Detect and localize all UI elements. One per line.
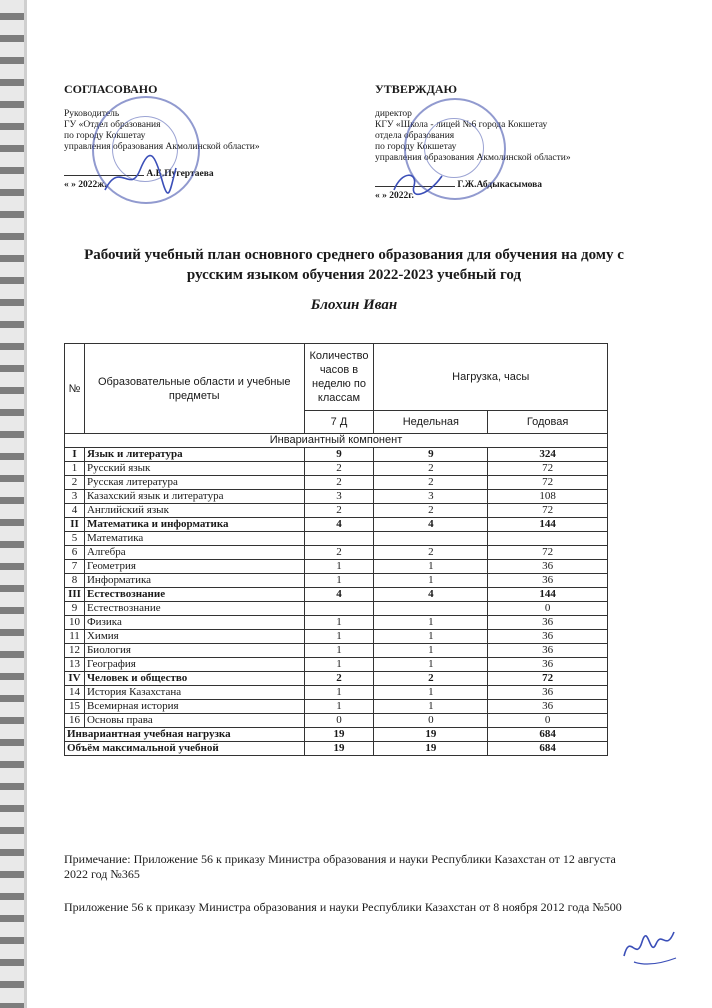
- approved-signatory: Г.Ж.Абдыкасымова: [457, 180, 543, 190]
- agreed-heading: СОГЛАСОВАНО: [64, 82, 158, 96]
- yearly-hours: 324: [488, 448, 608, 462]
- total-class-hours: 19: [304, 728, 374, 742]
- row-number: IV: [65, 672, 85, 686]
- section-row: [65, 588, 608, 602]
- col-no-header: №: [65, 344, 85, 434]
- subject-name: Естествознание: [84, 602, 304, 616]
- section-row: [65, 518, 608, 532]
- subject-name: Химия: [84, 630, 304, 644]
- row-number: 14: [65, 686, 85, 700]
- yearly-hours: 72: [488, 504, 608, 518]
- yearly-hours: 36: [488, 644, 608, 658]
- class-hours: 4: [304, 518, 374, 532]
- class-hours: 2: [304, 462, 374, 476]
- weekly-hours: 4: [374, 588, 488, 602]
- row-number: I: [65, 448, 85, 462]
- weekly-hours: 2: [374, 672, 488, 686]
- row-number: 9: [65, 602, 85, 616]
- subject-name: Естествознание: [84, 588, 304, 602]
- spiral-binding: [0, 0, 24, 1008]
- weekly-hours: 1: [374, 658, 488, 672]
- subject-name: Алгебра: [84, 546, 304, 560]
- row-number: 8: [65, 574, 85, 588]
- table-row: [65, 574, 608, 588]
- table-row: [65, 504, 608, 518]
- yearly-hours: 36: [488, 574, 608, 588]
- row-number: III: [65, 588, 85, 602]
- subject-name: Биология: [84, 644, 304, 658]
- total-label: Инвариантная учебная нагрузка: [65, 728, 305, 742]
- row-number: 15: [65, 700, 85, 714]
- subject-name: Русский язык: [84, 462, 304, 476]
- class-hours: 4: [304, 588, 374, 602]
- class-hours: 0: [304, 714, 374, 728]
- row-number: 12: [65, 644, 85, 658]
- row-number: 4: [65, 504, 85, 518]
- page-edge: [24, 0, 27, 1008]
- sub-class-header: 7 Д: [304, 411, 374, 434]
- class-hours: 1: [304, 630, 374, 644]
- class-hours: 1: [304, 574, 374, 588]
- yearly-hours: 36: [488, 616, 608, 630]
- table-row: [65, 490, 608, 504]
- row-number: 11: [65, 630, 85, 644]
- col-load-header: Нагрузка, часы: [374, 344, 608, 411]
- subject-name: Математика и информатика: [84, 518, 304, 532]
- section-row: [65, 672, 608, 686]
- yearly-hours: 0: [488, 714, 608, 728]
- yearly-hours: 36: [488, 686, 608, 700]
- table-row: [65, 630, 608, 644]
- table-row: [65, 532, 608, 546]
- row-number: 10: [65, 616, 85, 630]
- row-number: 2: [65, 476, 85, 490]
- table-row: [65, 714, 608, 728]
- approved-line: управления образования Акмолинской области»: [375, 153, 571, 163]
- approved-line: отдела образования: [375, 131, 455, 141]
- subject-name: Человек и общество: [84, 672, 304, 686]
- note-2: Приложение 56 к приказу Министра образования и науки Республики Казахстан от 8 ноября 2012 года №500: [64, 900, 622, 914]
- agreed-line: управления образования Акмолинской области»: [64, 142, 260, 152]
- yearly-hours: 72: [488, 672, 608, 686]
- agreed-date: « » 2022ж.: [64, 180, 107, 190]
- class-hours: 1: [304, 616, 374, 630]
- table-row: [65, 616, 608, 630]
- class-hours: 2: [304, 476, 374, 490]
- total-class-hours: 19: [304, 742, 374, 756]
- class-hours: 1: [304, 644, 374, 658]
- sub-weekly-header: Недельная: [374, 411, 488, 434]
- class-hours: 2: [304, 546, 374, 560]
- weekly-hours: 4: [374, 518, 488, 532]
- subject-name: Физика: [84, 616, 304, 630]
- weekly-hours: 9: [374, 448, 488, 462]
- table-row: [65, 658, 608, 672]
- agreed-line: по городу Кокшетау: [64, 131, 146, 141]
- row-number: 3: [65, 490, 85, 504]
- total-weekly-hours: 19: [374, 728, 488, 742]
- class-hours: 2: [304, 672, 374, 686]
- agreed-line: Руководитель: [64, 109, 120, 119]
- total-row: [65, 728, 608, 742]
- class-hours: 1: [304, 700, 374, 714]
- weekly-hours: 2: [374, 462, 488, 476]
- col-subject-header: Образовательные области и учебные предметы: [84, 344, 304, 434]
- approved-line: КГУ «Школа - лицей №6 города Кокшетау: [375, 120, 548, 130]
- weekly-hours: 3: [374, 490, 488, 504]
- total-label: Объём максимальной учебной: [65, 742, 305, 756]
- weekly-hours: 1: [374, 574, 488, 588]
- subject-name: Информатика: [84, 574, 304, 588]
- table-row: [65, 560, 608, 574]
- yearly-hours: 144: [488, 518, 608, 532]
- yearly-hours: 36: [488, 630, 608, 644]
- yearly-hours: 36: [488, 700, 608, 714]
- subject-name: Английский язык: [84, 504, 304, 518]
- table-row: [65, 546, 608, 560]
- total-weekly-hours: 19: [374, 742, 488, 756]
- subject-name: История Казахстана: [84, 686, 304, 700]
- subject-name: Казахский язык и литература: [84, 490, 304, 504]
- row-number: II: [65, 518, 85, 532]
- approved-date: « » 2022г.: [375, 191, 414, 201]
- yearly-hours: 36: [488, 658, 608, 672]
- table-row: [65, 700, 608, 714]
- agreed-signatory: А.Б.Пугертаева: [146, 169, 214, 179]
- table-body: [65, 448, 608, 756]
- table-row: [65, 476, 608, 490]
- class-hours: 2: [304, 504, 374, 518]
- sub-yearly-header: Годовая: [488, 411, 608, 434]
- weekly-hours: 1: [374, 644, 488, 658]
- weekly-hours: 1: [374, 560, 488, 574]
- table-row: [65, 686, 608, 700]
- yearly-hours: 108: [488, 490, 608, 504]
- class-hours: 3: [304, 490, 374, 504]
- weekly-hours: 1: [374, 700, 488, 714]
- signature-left: [100, 150, 180, 200]
- total-yearly-hours: 684: [488, 728, 608, 742]
- initials-signature: [620, 922, 680, 968]
- class-hours: 1: [304, 658, 374, 672]
- class-hours: 1: [304, 560, 374, 574]
- table-row: [65, 602, 608, 616]
- subject-name: Основы права: [84, 714, 304, 728]
- agreed-line: ГУ «Отдел образования: [64, 120, 161, 130]
- student-name: Блохин Иван: [310, 297, 398, 313]
- total-yearly-hours: 684: [488, 742, 608, 756]
- table-row: [65, 462, 608, 476]
- curriculum-table: [64, 343, 608, 756]
- yearly-hours: 0: [488, 602, 608, 616]
- note-1: Примечание: Приложение 56 к приказу Министра образования и науки Республики Казахстан от 12 августа 2022 год №365: [64, 852, 616, 881]
- row-number: 6: [65, 546, 85, 560]
- signature-right: [388, 162, 448, 202]
- class-hours: [304, 532, 374, 546]
- table-row: [65, 644, 608, 658]
- weekly-hours: 2: [374, 546, 488, 560]
- weekly-hours: 0: [374, 714, 488, 728]
- subject-name: География: [84, 658, 304, 672]
- subject-name: Русская литература: [84, 476, 304, 490]
- weekly-hours: 1: [374, 630, 488, 644]
- col-hours-header: Количество часов в неделю по классам: [304, 344, 374, 411]
- approved-line: по городу Кокшетау: [375, 142, 457, 152]
- yearly-hours: 72: [488, 462, 608, 476]
- section-row: [65, 448, 608, 462]
- notes: [64, 852, 624, 933]
- weekly-hours: 1: [374, 616, 488, 630]
- total-row: [65, 742, 608, 756]
- yearly-hours: [488, 532, 608, 546]
- row-number: 5: [65, 532, 85, 546]
- class-hours: 1: [304, 686, 374, 700]
- row-number: 16: [65, 714, 85, 728]
- yearly-hours: 72: [488, 476, 608, 490]
- weekly-hours: 2: [374, 476, 488, 490]
- weekly-hours: [374, 602, 488, 616]
- yearly-hours: 72: [488, 546, 608, 560]
- weekly-hours: [374, 532, 488, 546]
- subject-name: Всемирная история: [84, 700, 304, 714]
- subject-name: Геометрия: [84, 560, 304, 574]
- subject-name: Язык и литература: [84, 448, 304, 462]
- class-hours: 9: [304, 448, 374, 462]
- weekly-hours: 1: [374, 686, 488, 700]
- row-number: 1: [65, 462, 85, 476]
- row-number: 13: [65, 658, 85, 672]
- document-title: Рабочий учебный план основного среднего образования для обучения на дому с русским языком обучения 2022-2023 учебный год: [84, 247, 624, 283]
- yearly-hours: 144: [488, 588, 608, 602]
- row-number: 7: [65, 560, 85, 574]
- weekly-hours: 2: [374, 504, 488, 518]
- yearly-hours: 36: [488, 560, 608, 574]
- approved-line: директор: [375, 109, 412, 119]
- approved-heading: УТВЕРЖДАЮ: [375, 82, 458, 96]
- invariant-component-row: Инвариантный компонент: [65, 434, 608, 448]
- subject-name: Математика: [84, 532, 304, 546]
- class-hours: [304, 602, 374, 616]
